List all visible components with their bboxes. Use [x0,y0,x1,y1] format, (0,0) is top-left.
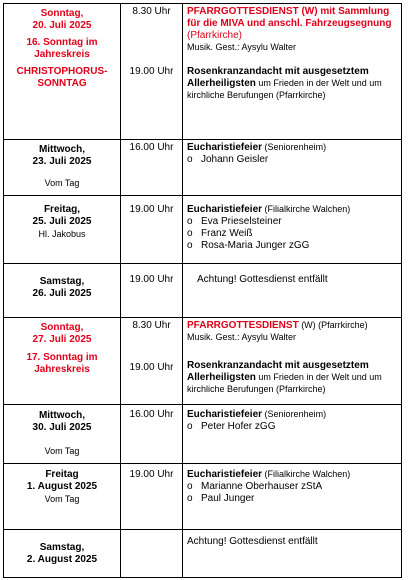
bullet-icon: o [187,228,193,239]
table-row [4,264,402,318]
time-label: 19.00 Uhr [129,66,174,77]
event-entry [187,142,399,154]
table-row [4,405,402,464]
list-item: o Eva Prieselsteiner [187,216,282,227]
event-cell [183,530,402,578]
day-label: Sonntag, [40,322,84,333]
event-detail: um Frieden in der Welt und um kirchliche Berufungen (Pfarrkirche) [187,78,382,100]
table-row [4,318,402,405]
list-item: o Franz Weiß [187,228,253,239]
date-label: 2. August 2025 [26,554,98,565]
bullet-icon: o [187,240,193,251]
date-label: 30. Juli 2025 [32,422,92,433]
table-row [4,530,402,578]
date-label: 20. Juli 2025 [32,20,92,31]
time-cell [121,196,183,264]
cancellation-note: Achtung! Gottesdienst entfällt [197,274,328,285]
date-label: 25. Juli 2025 [32,216,92,227]
event-title: Eucharistiefeier [187,204,263,215]
event-cell [183,4,402,140]
bullet-icon: o [187,216,193,227]
date-cell [4,264,121,318]
event-location: (Filialkirche Walchen) [262,204,351,214]
day-label: Freitag [45,469,79,480]
day-label: Samstag, [39,542,85,553]
time-label: 19.00 Uhr [129,274,174,285]
event-cell [183,405,402,464]
intention-list [187,154,399,166]
date-cell [4,530,121,578]
event-title: Eucharistiefeier [187,142,263,153]
event-cell [183,318,402,405]
day-label: Freitag, [43,204,81,215]
event-title: Rosenkranzandacht mit ausgesetztem Allerheiligsten [187,66,369,89]
bullet-icon: o [187,154,193,165]
event-entry [187,320,399,332]
event-location: (W) (Pfarrkirche) [298,320,368,330]
bullet-icon: o [187,421,193,432]
event-cell [183,464,402,530]
date-cell [4,405,121,464]
date-cell [4,464,121,530]
liturgical-day: 16. Sonntag im Jahreskreis [26,37,98,60]
list-item: o Johann Geisler [187,154,269,165]
feast-name: CHRISTOPHORUS-SONNTAG [16,66,108,89]
event-cell [183,264,402,318]
date-label: 1. August 2025 [26,481,98,492]
date-cell [4,4,121,140]
liturgical-day: Vom Tag [44,494,80,504]
event-detail: (W) mit Sammlung für die MIVA und anschl. Fahrzeugsegnung [187,6,392,29]
list-item: o Rosa-Maria Junger zGG [187,240,310,251]
table-row [4,4,402,140]
event-entry [187,204,399,216]
liturgical-day: Vom Tag [44,446,80,456]
event-title: Rosenkranzandacht mit ausgesetztem Allerheiligsten [187,360,369,383]
table-row [4,464,402,530]
liturgical-day: Vom Tag [44,178,80,188]
time-label: 19.00 Uhr [129,362,174,373]
event-entry [187,409,399,421]
event-entry [187,66,399,102]
time-cell [121,140,183,196]
table-row [4,140,402,196]
music-note: Musik. Gest.: Aysylu Walter [187,42,297,52]
intention-list [187,216,399,252]
event-location: (Seniorenheim) [262,142,327,152]
date-label: 27. Juli 2025 [32,334,92,345]
event-location: (Filialkirche Walchen) [262,469,351,479]
liturgical-day: Hl. Jakobus [38,229,86,239]
cancellation-note: Achtung! Gottesdienst entfällt [187,536,318,547]
list-item: o Peter Hofer zGG [187,421,276,432]
date-cell [4,196,121,264]
day-label: Samstag, [39,276,85,287]
event-cell [183,196,402,264]
event-title: PFARRGOTTESDIENST [187,320,299,331]
liturgical-day: 17. Sonntag im Jahreskreis [26,352,98,375]
time-label: 16.00 Uhr [129,409,174,420]
time-label: 19.00 Uhr [129,469,174,480]
intention-list [187,421,399,433]
event-entry [187,6,399,42]
list-item: o Paul Junger [187,493,255,504]
date-label: 26. Juli 2025 [32,288,92,299]
time-cell [121,530,183,578]
event-entry [187,360,399,396]
time-cell [121,318,183,405]
time-label: 16.00 Uhr [129,142,174,153]
event-location: (Pfarrkirche) [187,30,243,41]
time-cell [121,405,183,464]
event-title: Eucharistiefeier [187,469,263,480]
event-location: (Seniorenheim) [262,409,327,419]
event-title: PFARRGOTTESDIENST [187,6,299,17]
date-cell [4,318,121,405]
time-cell [121,4,183,140]
intention-list [187,481,399,505]
day-label: Mittwoch, [38,410,86,421]
event-cell [183,140,402,196]
date-label: 23. Juli 2025 [32,156,92,167]
day-label: Mittwoch, [38,144,86,155]
day-label: Sonntag, [40,8,84,19]
event-title: Eucharistiefeier [187,409,263,420]
date-cell [4,140,121,196]
time-cell [121,464,183,530]
table-row [4,196,402,264]
time-label: 19.00 Uhr [129,204,174,215]
music-note: Musik. Gest.: Aysylu Walter [187,332,297,342]
list-item: o Marianne Oberhauser zStA [187,481,323,492]
event-entry [187,469,399,481]
event-detail: um Frieden in der Welt und um kirchliche Berufungen (Pfarrkirche) [187,372,382,394]
bullet-icon: o [187,481,193,492]
service-schedule-table [3,3,402,578]
bullet-icon: o [187,493,193,504]
time-label: 8.30 Uhr [132,6,171,17]
time-cell [121,264,183,318]
time-label: 8.30 Uhr [132,320,171,331]
